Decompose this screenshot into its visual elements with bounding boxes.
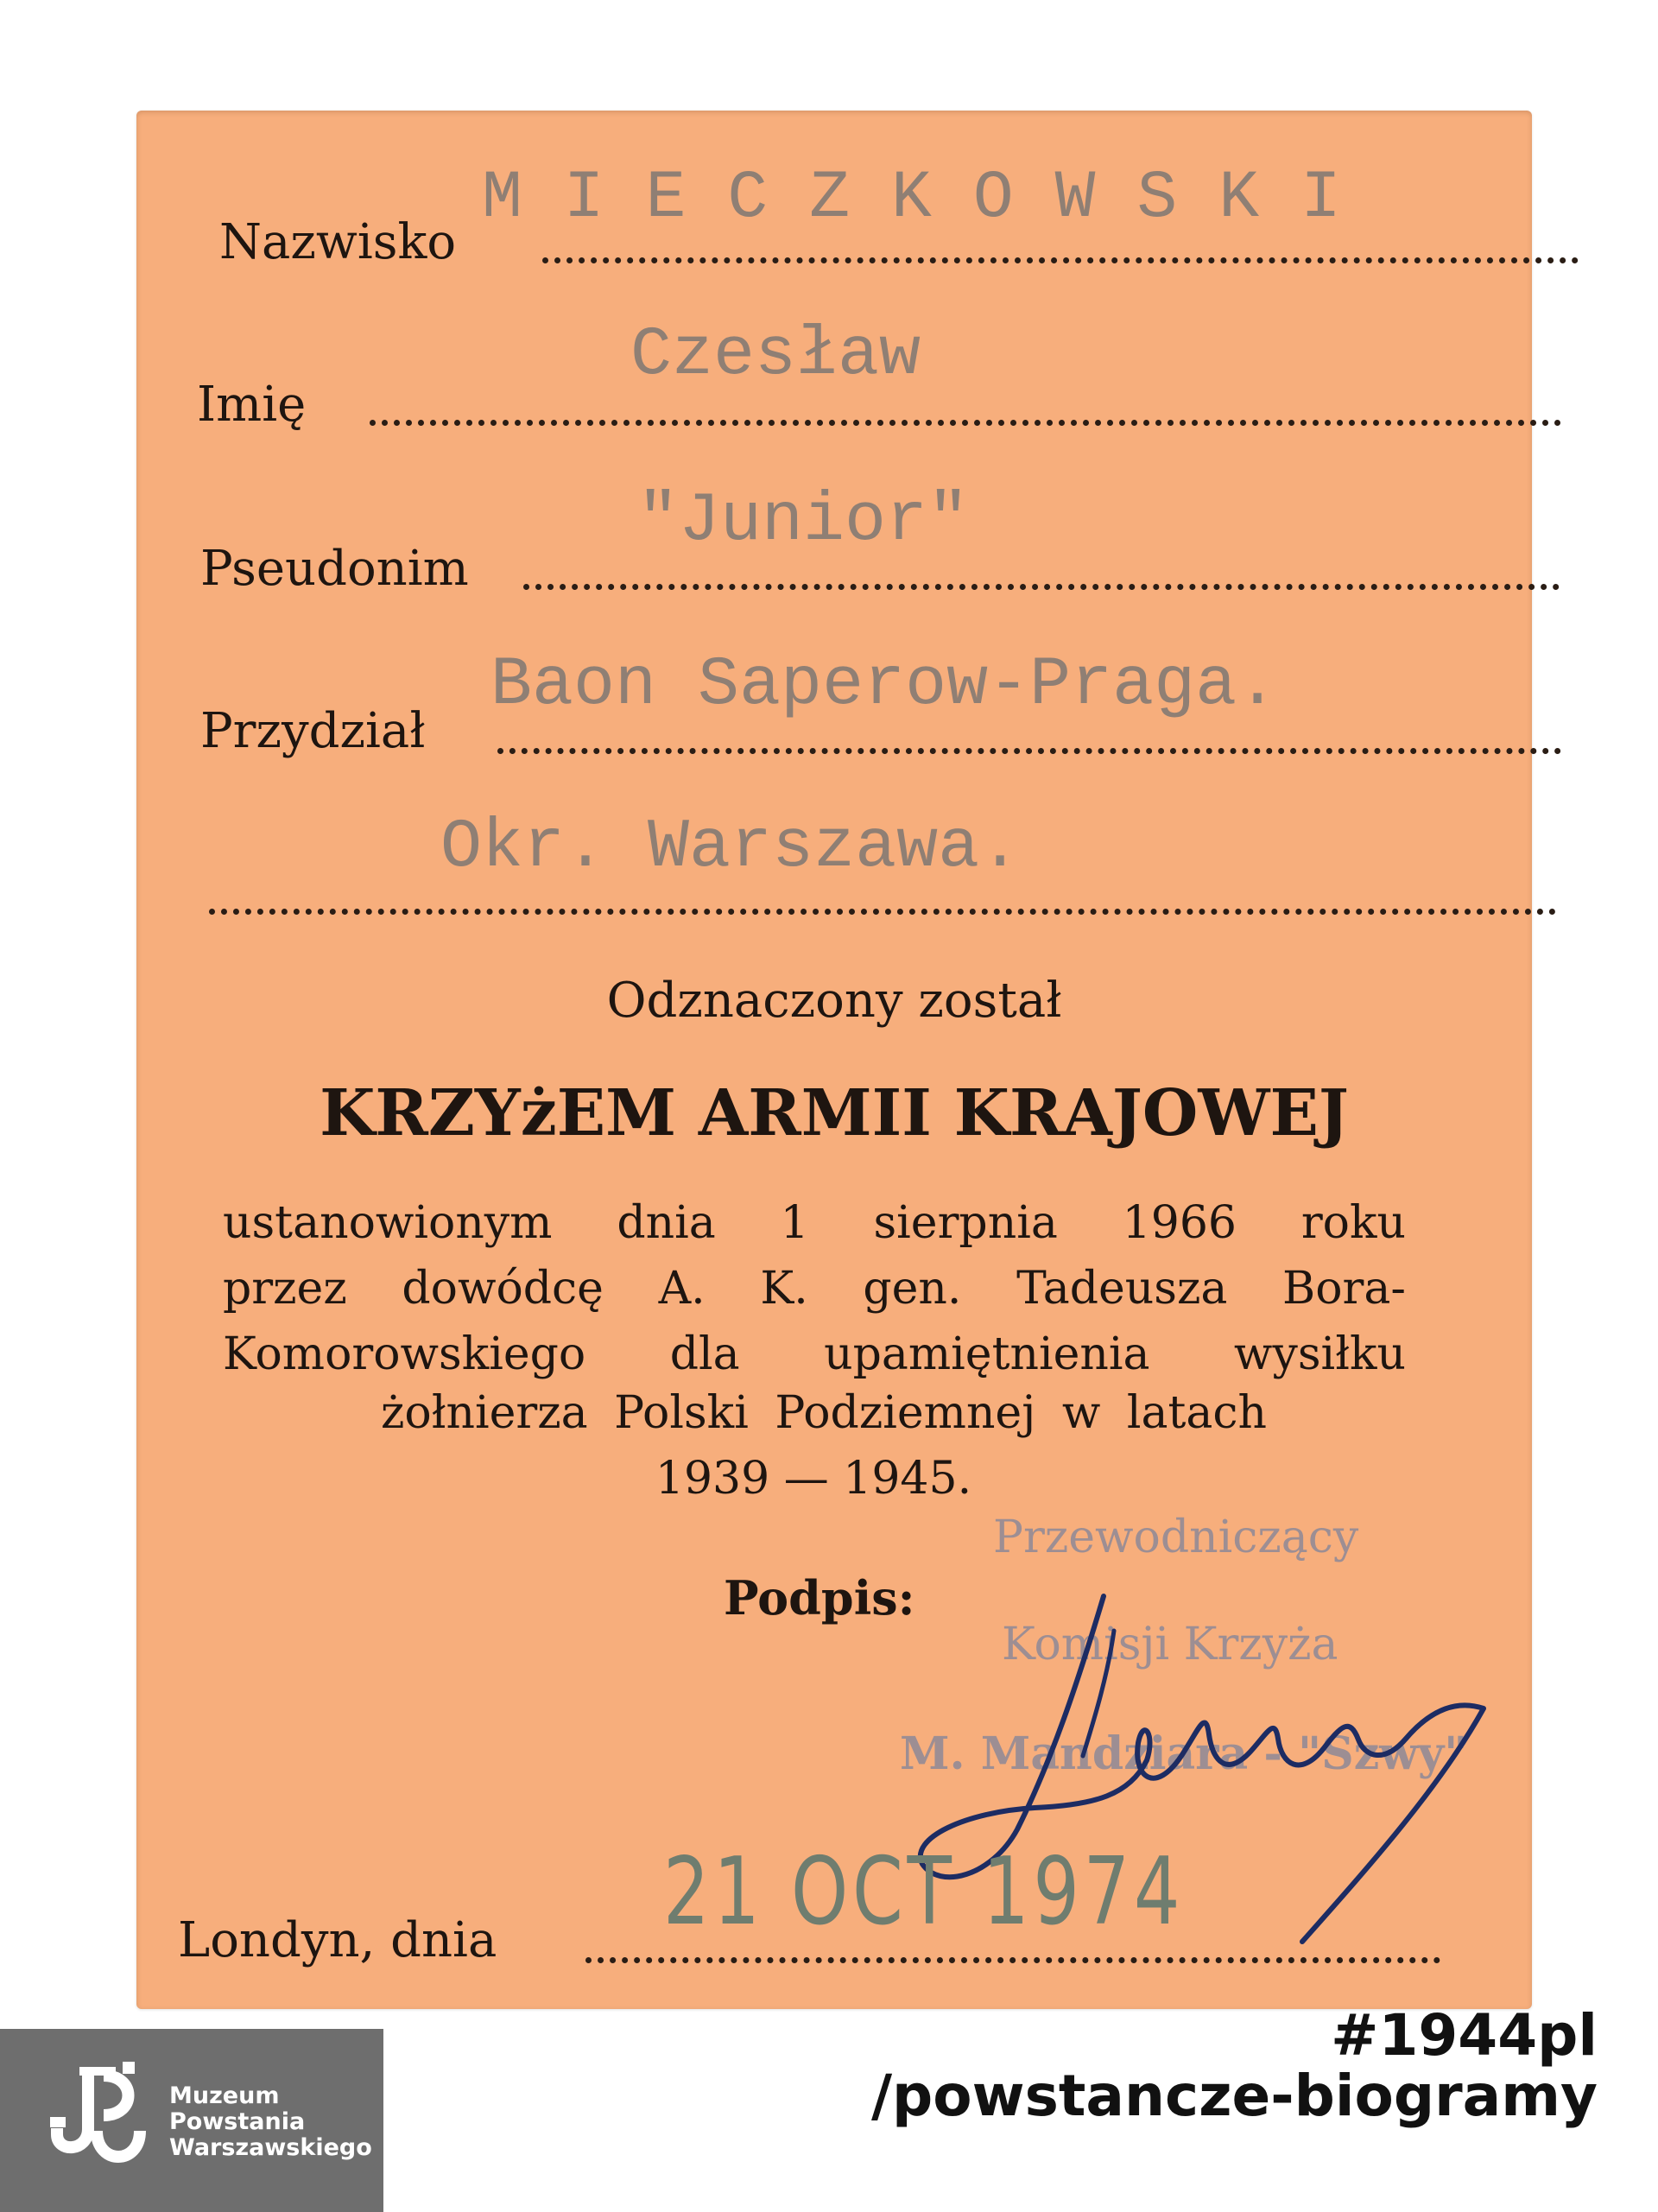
logo-line-1: Muzeum bbox=[169, 2082, 280, 2109]
place-label: Londyn, dnia bbox=[178, 1912, 497, 1968]
podpis-label: Podpis: bbox=[724, 1570, 915, 1626]
pseudonim-dotted-line bbox=[523, 584, 1560, 590]
przydzial-label: Przydział bbox=[200, 703, 426, 759]
award-title: KRZYżEM ARMII KRAJOWEJ bbox=[320, 1076, 1349, 1150]
okreg-dotted-line bbox=[209, 909, 1556, 915]
logo-line-3: Warszawskiego bbox=[169, 2134, 372, 2161]
pseudonim-value: "Junior" bbox=[637, 482, 970, 561]
przydzial-value: Baon Saperow-Praga. bbox=[490, 646, 1279, 725]
award-text-line-2: przez dowódcę A. K. gen. Tadeusza Bora- bbox=[223, 1263, 1406, 1315]
imie-label: Imię bbox=[197, 377, 307, 433]
hashtag: #1944pl bbox=[1331, 2002, 1598, 2069]
museum-logo-icon bbox=[50, 2062, 150, 2174]
nazwisko-value: MIECZKOWSKI bbox=[482, 161, 1383, 237]
imie-value: Czesław bbox=[630, 316, 921, 395]
okreg-value: Okr. Warszawa. bbox=[440, 808, 1022, 887]
pseudonim-label: Pseudonim bbox=[200, 541, 469, 597]
imie-dotted-line bbox=[370, 420, 1561, 426]
przydzial-dotted-line bbox=[497, 748, 1561, 754]
museum-logo-box bbox=[0, 2029, 383, 2212]
stamp-commission-line: Komisji Krzyża bbox=[1002, 1619, 1338, 1670]
logo-line-2: Powstania bbox=[169, 2108, 306, 2135]
biogram-path: /powstancze-biogramy bbox=[870, 2063, 1598, 2129]
award-text-line-5: 1939 — 1945. bbox=[655, 1453, 972, 1505]
stamp-chairman-line: Przewodniczący bbox=[993, 1512, 1359, 1563]
nazwisko-dotted-line bbox=[542, 257, 1579, 263]
award-text-line-3: Komorowskiego dla upamiętnienia wysiłku bbox=[223, 1328, 1406, 1380]
award-text-line-1: ustanowionym dnia 1 sierpnia 1966 roku bbox=[223, 1197, 1406, 1249]
date-stamp: 21 OCT 1974 bbox=[663, 1838, 1185, 1946]
award-certificate-card bbox=[136, 111, 1532, 2009]
nazwisko-label: Nazwisko bbox=[219, 214, 457, 270]
award-intro: Odznaczony został bbox=[606, 973, 1062, 1029]
date-dotted-line bbox=[585, 1957, 1440, 1963]
stamp-name-line: M. Mandziara - "Szwy" bbox=[900, 1727, 1468, 1780]
award-text-line-4: żołnierza Polski Podziemnej w latach bbox=[380, 1387, 1268, 1439]
